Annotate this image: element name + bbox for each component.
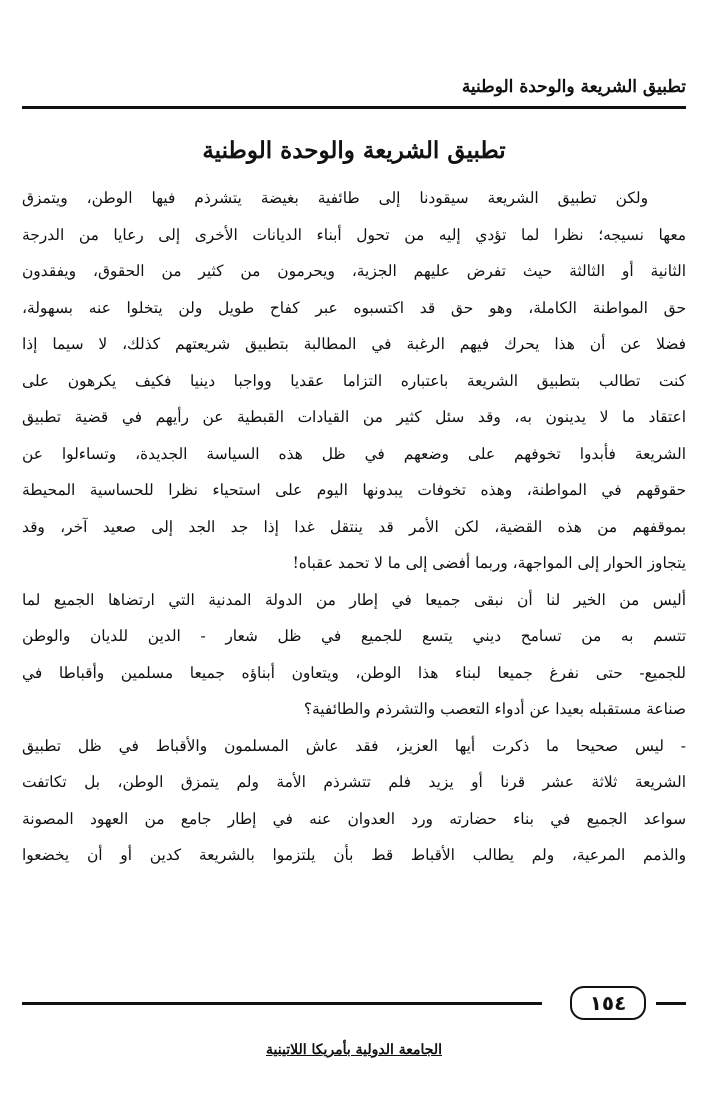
text-line: حق المواطنة الكاملة، وهو حق قد اكتسبوه عبر كفاح طويل ولن يتخلوا عنه بسهولة، [22,298,686,317]
chapter-title: تطبيق الشريعة والوحدة الوطنية [202,137,506,164]
text-line: تتسم به من تسامح ديني يتسع للجميع في ظل شعار - الدين للديان والوطن [22,627,686,645]
publisher-name: الجامعة الدولية بأمريكا اللاتينية [266,1042,442,1058]
page-number-frame [570,986,646,1020]
text-line: ولكن تطبيق الشريعة سيقودنا إلى طائفية بغيضة يتشرذم فيها الوطن، ويتمزق [22,189,648,207]
text-line: - ليس صحيحا ما ذكرت أيها العزيز، فقد عاش المسلمون والأقباط في ظل تطبيق [22,736,686,755]
text-line: الشريعة فأبدوا تخوفهم على وضعهم في ظل هذه السياسة الجديدة، وتساءلوا عن [22,444,686,463]
text-line: معها نسيجه؛ نظرا لما تؤدي إليه من تحول أبناء الديانات الأخرى إلى رعايا من الدرجة [22,225,686,244]
text-line: يتجاوز الحوار إلى المواجهة، وربما أفضى إلى ما لا تحمد عقباه! [292,554,686,572]
text-line: الثانية أو الثالثة حيث تفرض عليهم الجزية، ويحرمون من كثير من الحقوق، ويفقدون [22,262,686,280]
page-footer [22,984,686,1024]
header-rule [22,106,686,109]
text-line: سواعد الجميع في بناء حضارته ورد العدوان عنه في إطار جامع من العهود المصونة [22,809,686,828]
text-line: الشريعة ثلاثة عشر قرنا أو يزيد فلم تتشرذم الأمة ولم يتمزق الوطن، بل تكاتفت [22,773,686,791]
text-line: صناعة مستقبله بعيدا عن أدواء التعصب والتشرذم والطائفية؟ [303,700,686,718]
text-line: اعتقاد ما لا يدينون به، وقد سئل كثير من القيادات القبطية عن رأيهم في قضية تطبيق [22,408,686,426]
body-text [22,180,686,874]
running-header: تطبيق الشريعة والوحدة الوطنية [461,77,686,97]
footer-rule [656,1002,686,1005]
text-line: للجميع- حتى نفرغ جميعا لبناء هذا الوطن، ويتعاون أبناؤه جميعا مسلمين وأقباطا في [22,663,686,682]
text-line: فضلا عن أن هذا يحرك فيهم الرغبة في المطالبة بتطبيق شريعتهم كذلك، لا سيما إذا [22,335,686,353]
page-number: ١٥٤ [589,991,627,1015]
text-line: كنت تطالب بتطبيق الشريعة باعتباره التزاما عقديا وواجبا دينيا فكيف يكرهون على [22,371,686,390]
text-line: بموقفهم من هذه القضية، لكن الأمر قد ينتقل غدا إذا جد الجد إلى صعيد آخر، وقد [22,517,686,536]
footer-rule [22,1002,542,1005]
text-line: حقوقهم في المواطنة، وهذه تخوفات يبدونها اليوم على استحياء نظرا للحساسية المحيطة [22,481,686,499]
text-line: والذمم المرعية، ولم يطالب الأقباط قط بأن يلتزموا بالشريعة كدين أو أن يخضعوا [22,846,686,864]
text-line: أليس من الخير لنا أن نبقى جميعا في إطار من الدولة المدنية التي ارتضاها الجميع لما [22,590,686,609]
